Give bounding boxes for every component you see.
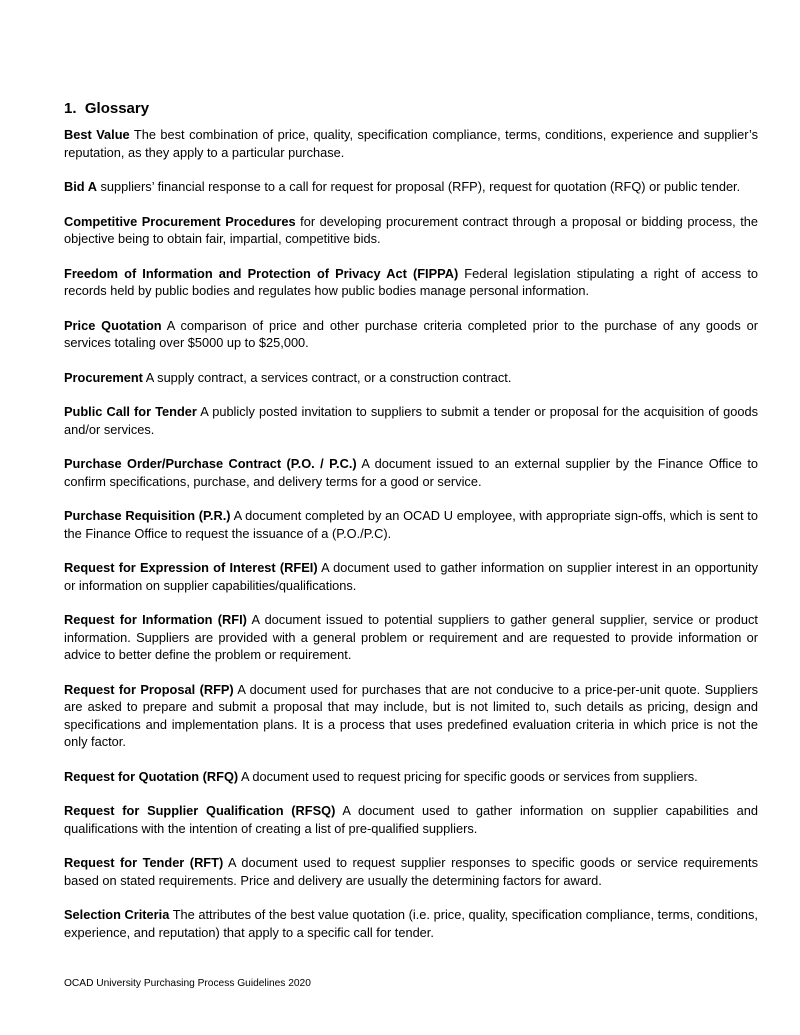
glossary-term: Best Value: [64, 127, 130, 142]
glossary-term: Price Quotation: [64, 317, 162, 333]
glossary-definition: A publicly posted invitation to suppliers to submit a tender or proposal for the acquisition of goods and/or services.: [64, 404, 758, 437]
glossary-term: Request for Quotation (RFQ): [64, 768, 239, 784]
glossary-definition: A document used for purchases that are not conducive to a price-per-unit quote. Suppliers are asked to prepare and submit a proposal that may include, but is not limited to, such details as pricing, design and specifications and implementation plans. It is a process that uses predefined evaluation criteria in which price is not the only factor.: [64, 681, 758, 749]
glossary-entry-public-call-for-tender: [64, 403, 758, 438]
glossary-term: Request for Proposal (RFP): [64, 681, 234, 697]
glossary-entry-rfq: [64, 768, 758, 786]
glossary-entry-price-quotation: [64, 317, 758, 352]
glossary-entry-rfi: [64, 611, 758, 664]
glossary-entry-best-value: [64, 126, 758, 161]
glossary-entry-purchase-requisition: [64, 507, 758, 542]
glossary-definition: A document used to gather information on supplier capabilities and qualifications with the intention of creating a list of pre-qualified suppliers.: [64, 803, 758, 836]
glossary-entry-procurement: [64, 369, 758, 387]
page-footer: OCAD University Purchasing Process Guidelines 2020: [64, 978, 311, 989]
glossary-definition: A comparison of price and other purchase criteria completed prior to the purchase of any goods or services totaling over $5000 up to $25,000.: [64, 317, 759, 350]
section-number: 1.: [64, 100, 77, 117]
glossary-entry-rfsq: [64, 802, 758, 837]
glossary-term: Competitive Procurement Procedures: [64, 213, 296, 229]
section-heading: [64, 99, 149, 119]
glossary-term: Selection Criteria: [64, 907, 170, 922]
glossary-entry-fippa: [64, 265, 758, 300]
glossary-term: Request for Tender (RFT): [64, 855, 224, 870]
glossary-definition: A document issued to potential suppliers to gather general supplier, service or product information. Suppliers are provided with a general problem or requirement and are requested to provide information or advice to better define the problem or requirement.: [64, 612, 758, 662]
glossary-entry-competitive-procurement: [64, 213, 758, 248]
glossary-definition: A document used to request pricing for specific goods or services from suppliers.: [238, 768, 698, 784]
glossary-term: Procurement: [64, 369, 143, 385]
glossary-term: Request for Information (RFI): [64, 612, 247, 627]
glossary-list: [64, 126, 758, 941]
glossary-term: Purchase Requisition (P.R.): [64, 508, 231, 523]
glossary-entry-selection-criteria: [64, 906, 758, 941]
glossary-definition: Federal legislation stipulating a right of access to records held by public bodies and regulates how public bodies manage personal information.: [64, 265, 758, 298]
glossary-entry-rfp: [64, 681, 758, 751]
glossary-entry-rfei: [64, 559, 758, 594]
glossary-definition: A document completed by an OCAD U employee, with appropriate sign-offs, which is sent to the Finance Office to request the issuance of a (P.O./P.C).: [64, 508, 758, 541]
glossary-definition: suppliers’ financial response to a call for request for proposal (RFP), request for quotation (RFQ) or public tender.: [96, 179, 741, 194]
glossary-definition: A document used to gather information on supplier interest in an opportunity or information on supplier capabilities/qualifications.: [64, 560, 758, 593]
glossary-definition: The best combination of price, quality, specification compliance, terms, conditions, experience and supplier’s reputation, as they apply to a particular purchase.: [64, 127, 758, 160]
glossary-term: Public Call for Tender: [64, 404, 197, 419]
glossary-entry-bid: [64, 178, 758, 196]
glossary-entry-purchase-order: [64, 455, 758, 490]
glossary-definition: A supply contract, a services contract, or a construction contract.: [142, 369, 512, 385]
glossary-term: Freedom of Information and Protection of Privacy Act (FIPPA): [64, 265, 459, 281]
glossary-term: Bid A: [64, 179, 97, 194]
glossary-definition: A document used to request supplier responses to specific goods or service requirements based on stated requirements. Price and delivery are usually the determining factors for award.: [64, 855, 759, 888]
glossary-entry-rft: [64, 854, 758, 889]
glossary-term: Request for Supplier Qualification (RFSQ): [64, 803, 336, 818]
glossary-definition: The attributes of the best value quotation (i.e. price, quality, specification compliance, terms, conditions, experience, and reputation) that apply to a specific call for tender.: [64, 907, 758, 940]
glossary-term: Purchase Order/Purchase Contract (P.O. / P.C.): [64, 456, 357, 471]
glossary-definition: A document issued to an external supplier by the Finance Office to confirm specifications, purchase, and delivery terms for a good or service.: [64, 456, 758, 489]
glossary-definition: for developing procurement contract through a proposal or bidding process, the objective being to obtain fair, impartial, competitive bids.: [64, 213, 758, 246]
section-title: Glossary: [84, 100, 150, 117]
glossary-term: Request for Expression of Interest (RFEI): [64, 560, 318, 575]
